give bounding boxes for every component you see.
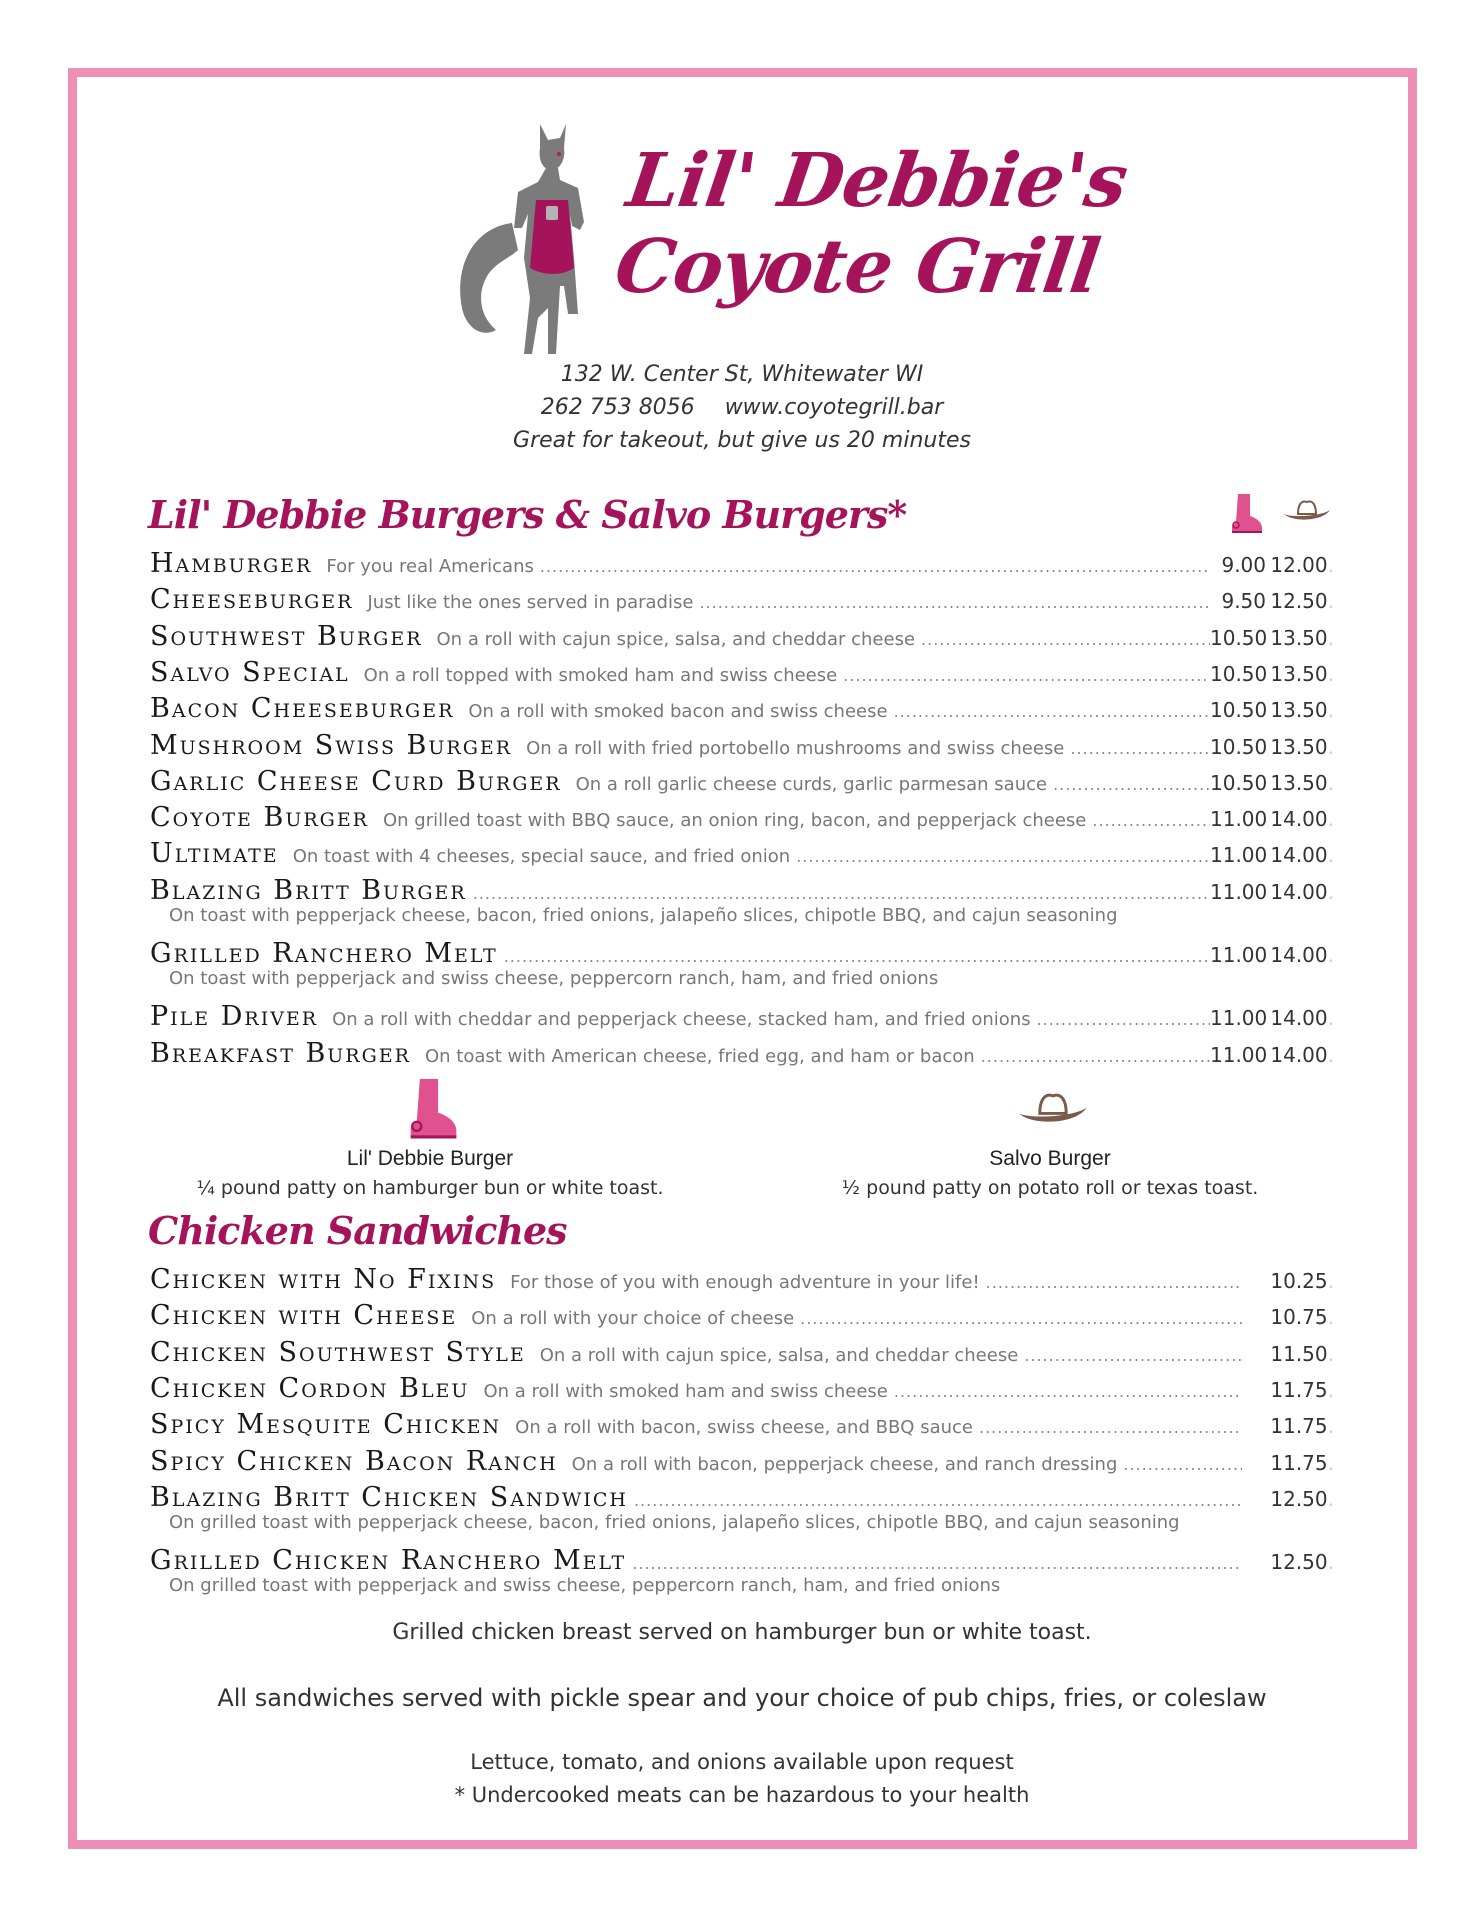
sides-note: All sandwiches served with pickle spear and your choice of pub chips, fries, or coleslaw [217,1684,1267,1712]
item-price-lil: 11.00 [1210,1006,1268,1031]
item-price-lil: 11.00 [1210,879,1268,904]
leader-dots [1123,1455,1242,1474]
item-price-salvo: 13.50 . [1266,626,1334,650]
menu-item [150,938,1334,972]
item-price: 10.25 . [1266,1269,1334,1293]
item-subdesc: On grilled toast with pepperjack cheese, bacon, fried onions, jalapeño slices, chipotle BBQ, and cajun seasoning [169,1512,1180,1534]
menu-item [150,548,1334,582]
menu-item [150,621,1334,655]
item-price-salvo: 14.00 . [1266,843,1334,867]
menu-item [150,1373,1334,1407]
veggies-note: Lettuce, tomato, and onions available upon request [470,1750,1014,1774]
item-price-lil: 11.00 [1210,943,1268,967]
leader-dots [843,666,1210,685]
brand-name [609,138,1133,310]
item-name: Chicken with No Fixins [150,1264,497,1295]
item-price-salvo: 14.00 . [1266,943,1334,967]
leader-dots [632,1554,1242,1573]
leader-dots [504,947,1210,966]
item-name: Grilled Chicken Ranchero Melt [150,1545,627,1577]
item-name: Ultimate [150,838,279,870]
phone-web-line [0,391,1484,424]
item-name: Cheeseburger [150,584,354,616]
item-name: Chicken Cordon Bleu [150,1372,470,1404]
leader-dots [894,1382,1242,1401]
menu-item [150,657,1334,691]
brand-line-1: Lil' Debbie's [622,138,1133,224]
menu-item [150,730,1334,764]
item-price-salvo: 14.00 . [1266,1006,1334,1030]
item-price-salvo: 13.50 . [1266,771,1334,795]
item-price: 10.75 . [1266,1305,1334,1329]
item-price-salvo: 13.50 . [1266,662,1334,686]
legend-salvo-name: Salvo Burger [989,1147,1111,1170]
item-subdesc: On toast with pepperjack cheese, bacon, fried onions, jalapeño slices, chipotle BBQ, and cajun seasoning [169,905,1118,926]
item-name: Chicken Southwest Style [150,1336,526,1368]
item-price-salvo: 13.50 . [1266,735,1334,759]
menu-item [150,838,1334,872]
item-price: 12.50 . [1266,1550,1334,1574]
section-title-burgers: Lil' Debbie Burgers & Salvo Burgers* [148,492,907,537]
menu-item [150,1001,1334,1035]
item-name: Garlic Cheese Curd Burger [150,765,562,797]
menu-item [150,1300,1334,1334]
item-price-lil: 11.00 [1210,843,1268,868]
leader-dots [979,1418,1242,1437]
tagline: Great for takeout, but give us 20 minutes [513,428,971,453]
coyote-waitress-icon [452,118,612,358]
item-price-lil: 9.50 [1221,589,1266,614]
item-desc: On toast with American cheese, fried egg, and ham or bacon [424,1045,975,1067]
leader-dots [981,1047,1210,1066]
leader-dots [894,702,1210,721]
leader-dots [800,1309,1242,1328]
menu-item [150,766,1334,800]
item-price-lil: 10.50 [1210,734,1268,759]
item-subdesc: On grilled toast with pepperjack and swiss cheese, peppercorn ranch, ham, and fried onions [169,1575,1001,1597]
item-price-salvo: 14.00 . [1266,880,1334,904]
menu-item [150,1545,1334,1579]
lil-debbie-boot-icon [402,1076,462,1140]
item-desc: On a roll with cajun spice, salsa, and cheddar cheese [436,628,916,650]
item-desc: On a roll with smoked bacon and swiss cheese [468,701,888,723]
item-name: Hamburger [150,548,313,579]
legend-lil-name: Lil' Debbie Burger [346,1147,514,1170]
item-desc: For those of you with enough adventure in your life! [510,1272,980,1293]
item-desc: For you real Americans [326,556,534,577]
item-desc: On a roll with your choice of cheese [471,1308,795,1330]
leader-dots [473,884,1210,903]
legend-lil-debbie [150,1147,710,1199]
menu-item [150,1482,1334,1516]
leader-dots [986,1273,1242,1292]
address: 132 W. Center St, Whitewater WI [560,362,924,387]
chicken-note: Grilled chicken breast served on hamburger bun or white toast. [392,1620,1092,1645]
menu-item [150,1264,1334,1298]
menu-item [150,1446,1334,1480]
boot-icon [1228,492,1264,534]
item-name: Mushroom Swiss Burger [150,729,513,761]
item-name: Pile Driver [150,1001,319,1033]
menu-item [150,802,1334,836]
item-subdesc: On toast with pepperjack and swiss cheese, peppercorn ranch, ham, and fried onions [169,968,939,990]
item-name: Blazing Britt Burger [150,874,467,906]
leader-dots [1024,1346,1242,1365]
leader-dots [921,630,1210,649]
item-desc: On a roll with smoked ham and swiss cheese [483,1380,888,1402]
item-price-lil: 10.50 [1210,770,1268,795]
leader-dots [1037,1010,1210,1029]
item-price-salvo: 12.00 . [1266,553,1334,577]
item-price: 11.75 . [1266,1451,1334,1475]
item-price-salvo: 13.50 . [1266,698,1334,722]
item-desc: Just like the ones served in paradise [367,592,694,614]
warning-note: * Undercooked meats can be hazardous to your health [454,1783,1030,1807]
menu-item [150,584,1334,618]
menu-item [150,1038,1334,1072]
menu-item [150,1337,1334,1371]
item-name: Coyote Burger [150,802,369,834]
item-desc: On a roll garlic cheese curds, garlic parmesan sauce [575,773,1048,795]
item-name: Chicken with Cheese [150,1300,458,1332]
item-desc: On a roll with bacon, swiss cheese, and BBQ sauce [515,1417,973,1439]
item-name: Grilled Ranchero Melt [150,938,498,969]
contact-info [0,358,1484,457]
salvo-hat-icon [1016,1090,1090,1134]
item-price-salvo: 14.00 . [1266,1043,1334,1067]
section-title-chicken: Chicken Sandwiches [148,1208,567,1253]
item-desc: On a roll with bacon, pepperjack cheese, and ranch dressing [571,1453,1118,1475]
item-desc: On a roll topped with smoked ham and swiss cheese [363,664,838,686]
item-desc: On a roll with cheddar and pepperjack cheese, stacked ham, and fried onions [332,1009,1031,1031]
item-name: Spicy Chicken Bacon Ranch [150,1445,558,1477]
item-price-lil: 9.00 [1221,553,1266,577]
menu-item [150,693,1334,727]
item-price-lil: 11.00 [1210,1042,1268,1067]
brand-line-2: Coyote Grill [609,224,1105,310]
item-price-lil: 10.50 [1210,698,1268,723]
website-link[interactable]: www.coyotegrill.bar [724,395,944,420]
item-name: Blazing Britt Chicken Sandwich [150,1481,628,1513]
leader-dots [1070,739,1210,758]
legend-lil-desc: ¼ pound patty on hamburger bun or white toast. [196,1177,664,1199]
menu-item [150,1409,1334,1443]
legend-salvo-desc: ½ pound patty on potato roll or texas toast. [841,1177,1259,1199]
item-price: 11.75 . [1266,1414,1334,1438]
item-name: Spicy Mesquite Chicken [150,1409,502,1441]
legend-salvo [780,1147,1320,1199]
leader-dots [1092,811,1210,830]
item-name: Southwest Burger [150,620,423,652]
cowboy-hat-icon [1282,498,1332,528]
item-price: 12.50 . [1266,1487,1334,1511]
item-price-lil: 10.50 [1210,625,1268,650]
leader-dots [796,847,1210,866]
item-desc: On a roll with cajun spice, salsa, and cheddar cheese [539,1344,1019,1366]
menu-item [150,875,1334,909]
leader-dots [540,557,1210,576]
leader-dots [1053,775,1210,794]
item-price: 11.75 . [1266,1378,1334,1402]
leader-dots [634,1491,1242,1510]
item-price-lil: 11.00 [1210,807,1268,832]
item-desc: On a roll with fried portobello mushrooms and swiss cheese [526,737,1065,759]
item-desc: On toast with 4 cheeses, special sauce, and fried onion [292,846,791,868]
item-desc: On grilled toast with BBQ sauce, an onion ring, bacon, and pepperjack cheese [383,810,1087,832]
leader-dots [699,593,1210,612]
item-price-lil: 10.50 [1210,661,1268,686]
item-price-salvo: 12.50 . [1266,589,1334,613]
item-name: Salvo Special [150,656,350,688]
phone: 262 753 8056 [540,395,695,420]
item-name: Bacon Cheeseburger [150,693,455,725]
item-name: Breakfast Burger [150,1037,411,1069]
item-price-salvo: 14.00 . [1266,807,1334,831]
item-price: 11.50 . [1266,1342,1334,1366]
logo [452,118,1133,358]
